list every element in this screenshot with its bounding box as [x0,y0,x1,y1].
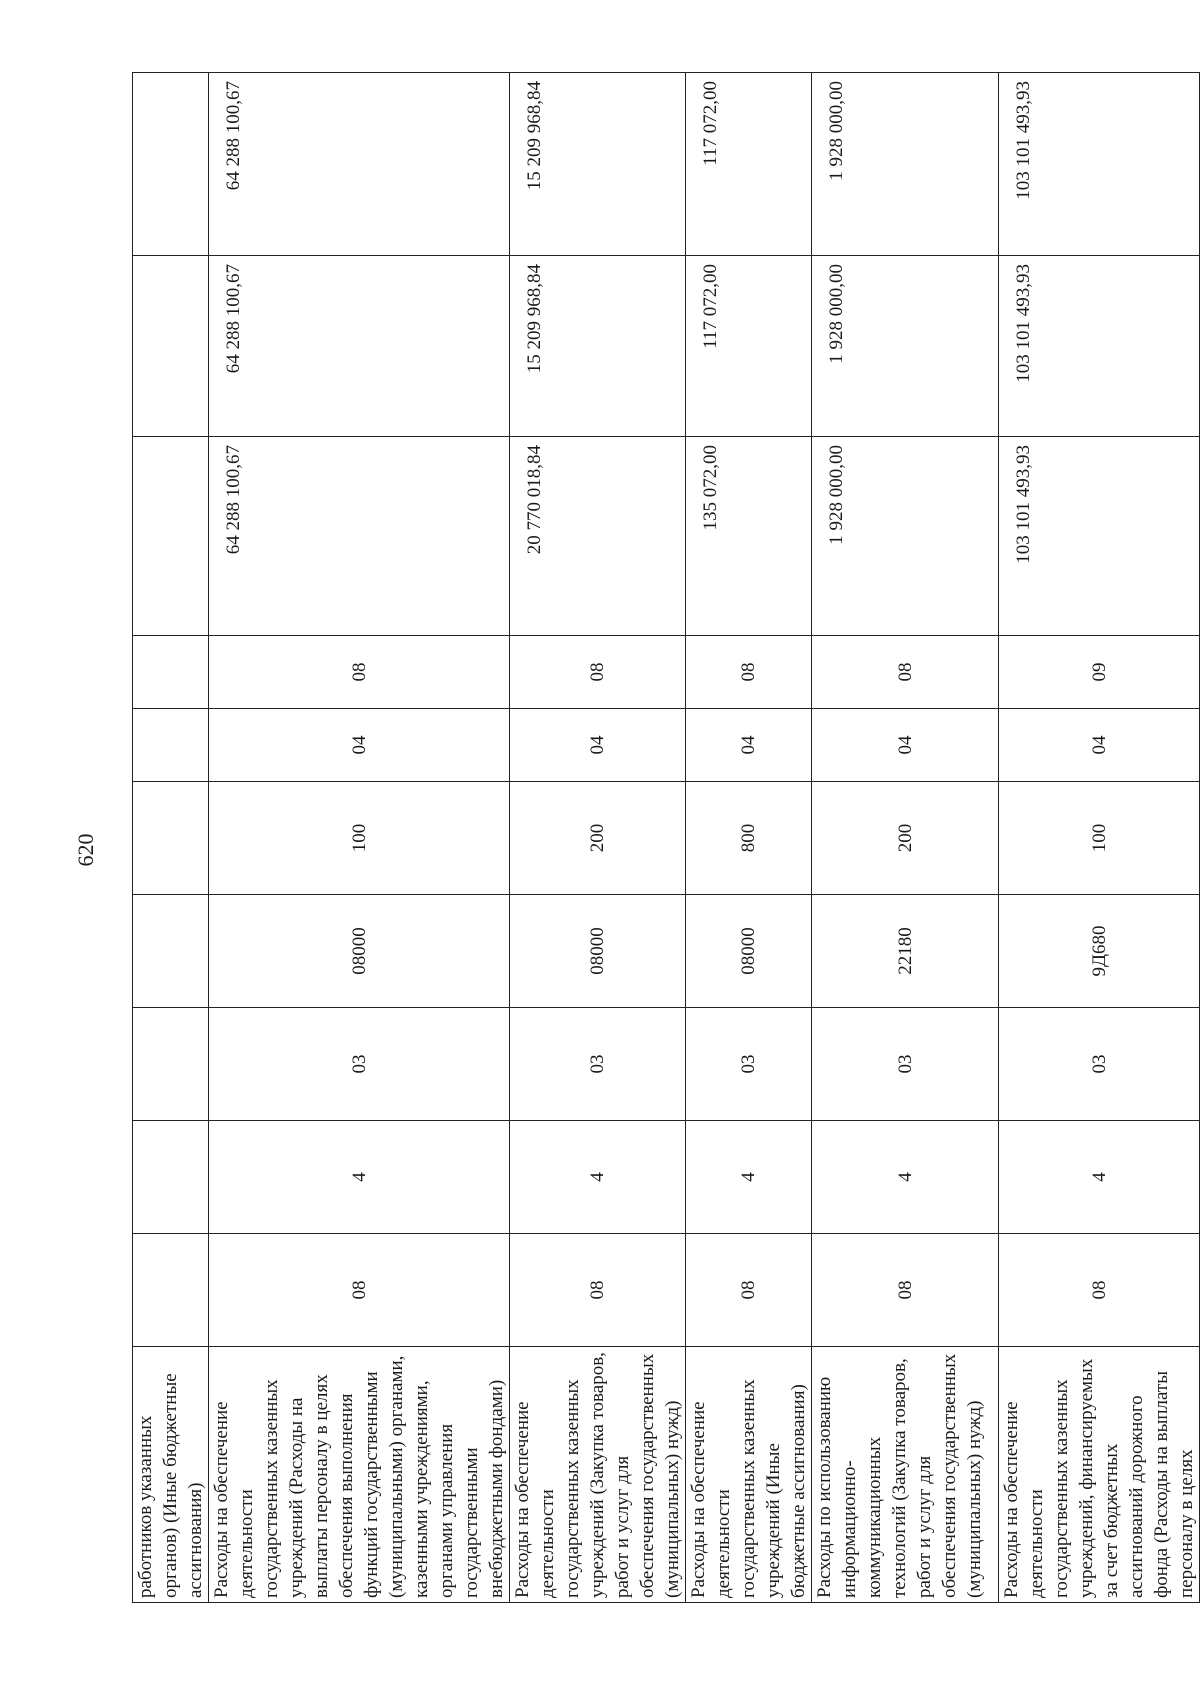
row-amount-2: 117 072,00 [686,256,812,437]
table-row [999,73,1200,1603]
row-code-target: 08000 [510,895,686,1008]
row-amount-1: 135 072,00 [686,437,812,636]
row-code-program: 4 [209,1121,510,1234]
table-row [209,73,510,1603]
row-code-division [133,709,209,782]
row-code-division: 04 [510,709,686,782]
row-code-target: 22180 [812,895,999,1008]
row-description: Расходы по использованию информационно-коммуникационных технологий (Закупка товаров, работ и услуг для обеспечения государственных (муниципальных) нужд) [812,1347,999,1603]
row-code-subprogram: 03 [999,1008,1200,1121]
row-code-section: 08 [510,1234,686,1347]
row-amount-2: 103 101 493,93 [999,256,1200,437]
row-code-program: 4 [812,1121,999,1234]
row-code-program: 4 [999,1121,1200,1234]
row-code-subdivision: 08 [686,636,812,709]
row-description: Расходы на обеспечение деятельности государственных казенных учреждений (Расходы на выплаты персоналу в целях обеспечения выполнения функций государственными (муниципальными) органами, казенными учреждениями, органами управления государственными внебюджетными фондами) [209,1347,510,1603]
row-description: Расходы на обеспечение деятельности государственных казенных учреждений (Иные бюджетные ассигнования) [686,1347,812,1603]
row-amount-3 [133,73,209,256]
row-code-expense-type: 200 [510,782,686,895]
row-amount-3: 103 101 493,93 [999,73,1200,256]
row-code-subdivision: 08 [812,636,999,709]
page-number: 620 [73,833,98,867]
row-code-section: 08 [209,1234,510,1347]
row-code-division: 04 [999,709,1200,782]
row-amount-2: 1 928 000,00 [812,256,999,437]
row-amount-3: 15 209 968,84 [510,73,686,256]
row-code-section: 08 [686,1234,812,1347]
row-code-subdivision: 08 [510,636,686,709]
table-row [510,73,686,1603]
row-description: Расходы на обеспечение деятельности государственных казенных учреждений (Закупка товаров, работ и услуг для обеспечения государственных (муниципальных) нужд) [510,1347,686,1603]
row-amount-1: 103 101 493,93 [999,437,1200,636]
row-description: работников указанных органов) (Иные бюджетные ассигнования) [133,1347,209,1603]
row-code-subprogram: 03 [686,1008,812,1121]
row-code-division: 04 [812,709,999,782]
row-code-expense-type: 100 [999,782,1200,895]
table-row [812,73,999,1603]
row-code-subdivision [133,636,209,709]
row-code-target [133,895,209,1008]
row-code-division: 04 [686,709,812,782]
table-row [686,73,812,1603]
row-amount-3: 64 288 100,67 [209,73,510,256]
row-code-expense-type: 800 [686,782,812,895]
row-code-program: 4 [510,1121,686,1234]
row-code-division: 04 [209,709,510,782]
row-code-subdivision: 08 [209,636,510,709]
row-amount-1: 20 770 018,84 [510,437,686,636]
row-code-subprogram: 03 [510,1008,686,1121]
row-amount-2: 64 288 100,67 [209,256,510,437]
row-amount-3: 117 072,00 [686,73,812,256]
row-code-subprogram: 03 [812,1008,999,1121]
row-amount-1: 64 288 100,67 [209,437,510,636]
row-code-expense-type: 200 [812,782,999,895]
row-amount-2: 15 209 968,84 [510,256,686,437]
row-code-section [133,1234,209,1347]
row-code-expense-type: 100 [209,782,510,895]
row-amount-3: 1 928 000,00 [812,73,999,256]
row-amount-1: 1 928 000,00 [812,437,999,636]
row-code-section: 08 [812,1234,999,1347]
row-code-expense-type [133,782,209,895]
row-code-target: 08000 [686,895,812,1008]
row-code-section: 08 [999,1234,1200,1347]
row-code-subdivision: 09 [999,636,1200,709]
row-code-subprogram: 03 [209,1008,510,1121]
budget-table [132,72,1200,1603]
table-row [133,73,209,1603]
row-code-target: 9Д680 [999,895,1200,1008]
row-amount-2 [133,256,209,437]
row-code-program [133,1121,209,1234]
row-description: Расходы на обеспечение деятельности государственных казенных учреждений, финансируемых за счет бюджетных ассигнований дорожного фонда (Расходы на выплаты персоналу в целях [999,1347,1200,1603]
row-code-program: 4 [686,1121,812,1234]
row-amount-1 [133,437,209,636]
row-code-subprogram [133,1008,209,1121]
rotated-table-wrapper [132,73,1197,1603]
row-code-target: 08000 [209,895,510,1008]
